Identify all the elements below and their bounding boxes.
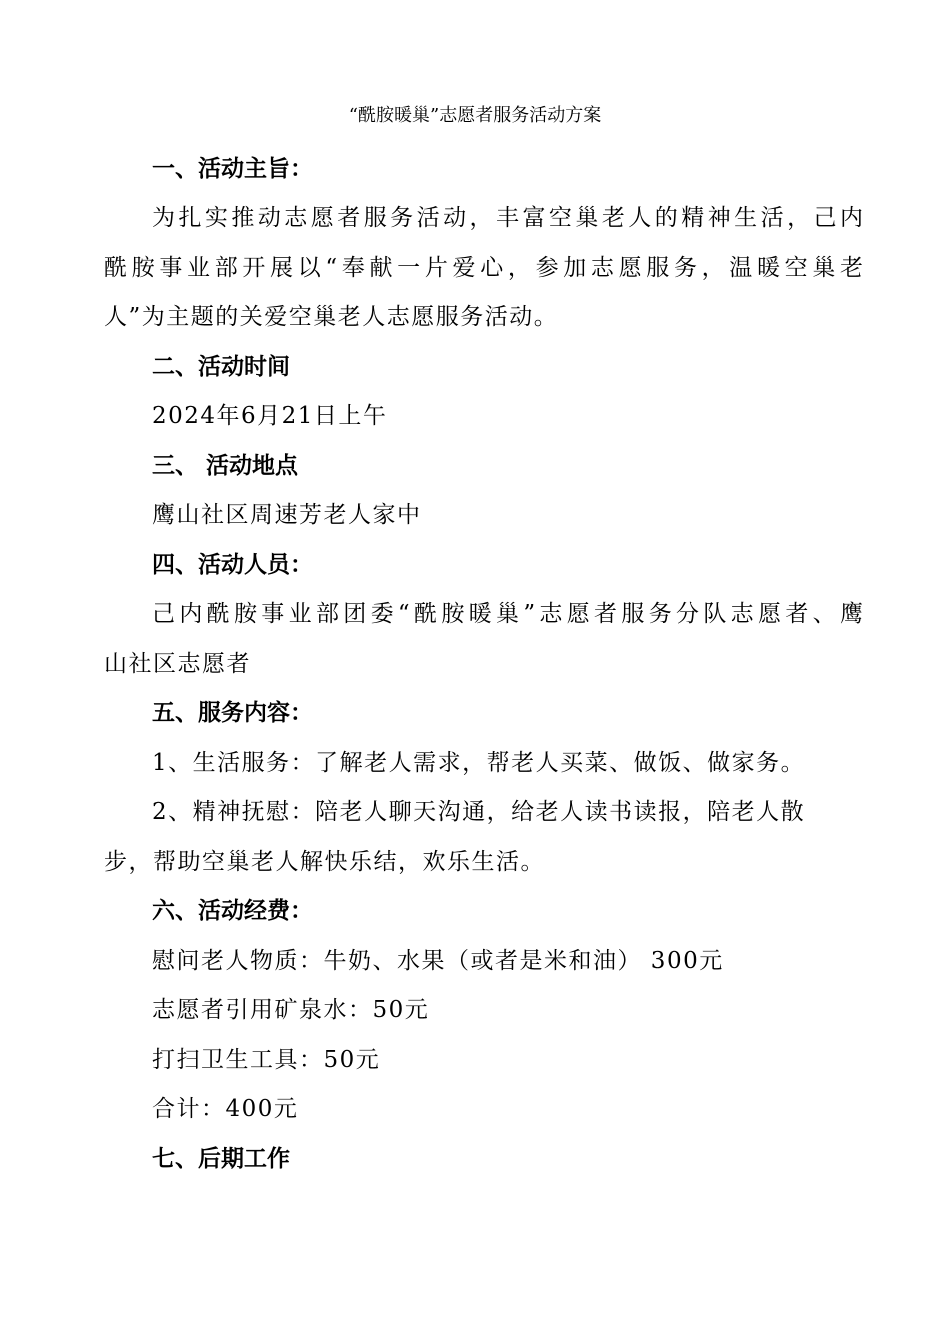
paragraph-line: 鹰山社区周速芳老人家中 <box>152 502 422 528</box>
paragraph-line: 志愿者引用矿泉水：50元 <box>152 997 430 1023</box>
document-title: “酰胺暖巢”志愿者服务活动方案 <box>348 105 602 126</box>
paragraph-line: 打扫卫生工具：50元 <box>152 1047 381 1073</box>
paragraph-line: 为扎实推动志愿者服务活动，丰富空巢老人的精神生活，己内 <box>152 205 864 231</box>
paragraph-line: 2、精神抚慰：陪老人聊天沟通，给老人读书读报，陪老人散 <box>152 799 806 825</box>
paragraph-line: 2024年6月21日上午 <box>152 403 388 429</box>
section-heading-participants: 四、活动人员： <box>152 552 313 578</box>
section-heading-service-content: 五、服务内容： <box>152 700 313 726</box>
paragraph-line: 步，帮助空巢老人解快乐结，欢乐生活。 <box>104 849 545 875</box>
paragraph-line: 酰胺事业部开展以“奉献一片爱心，参加志愿服务，温暖空巢老 <box>104 255 864 281</box>
section-heading-follow-up: 七、后期工作 <box>152 1146 290 1172</box>
paragraph-line: 己内酰胺事业部团委“酰胺暖巢”志愿者服务分队志愿者、鹰 <box>152 601 864 627</box>
section-heading-location: 三、 活动地点 <box>152 453 299 479</box>
paragraph-line: 慰问老人物质：牛奶、水果（或者是米和油） 300元 <box>152 948 724 974</box>
paragraph-line: 人”为主题的关爱空巢老人志愿服务活动。 <box>104 304 559 330</box>
paragraph-line: 1、生活服务：了解老人需求，帮老人买菜、做饭、做家务。 <box>152 750 806 776</box>
section-heading-purpose: 一、活动主旨： <box>152 156 313 182</box>
paragraph-line: 合计：400元 <box>152 1096 299 1122</box>
paragraph-line: 山社区志愿者 <box>104 651 251 677</box>
section-heading-budget: 六、活动经费： <box>152 898 313 924</box>
section-heading-time: 二、活动时间 <box>152 354 290 380</box>
